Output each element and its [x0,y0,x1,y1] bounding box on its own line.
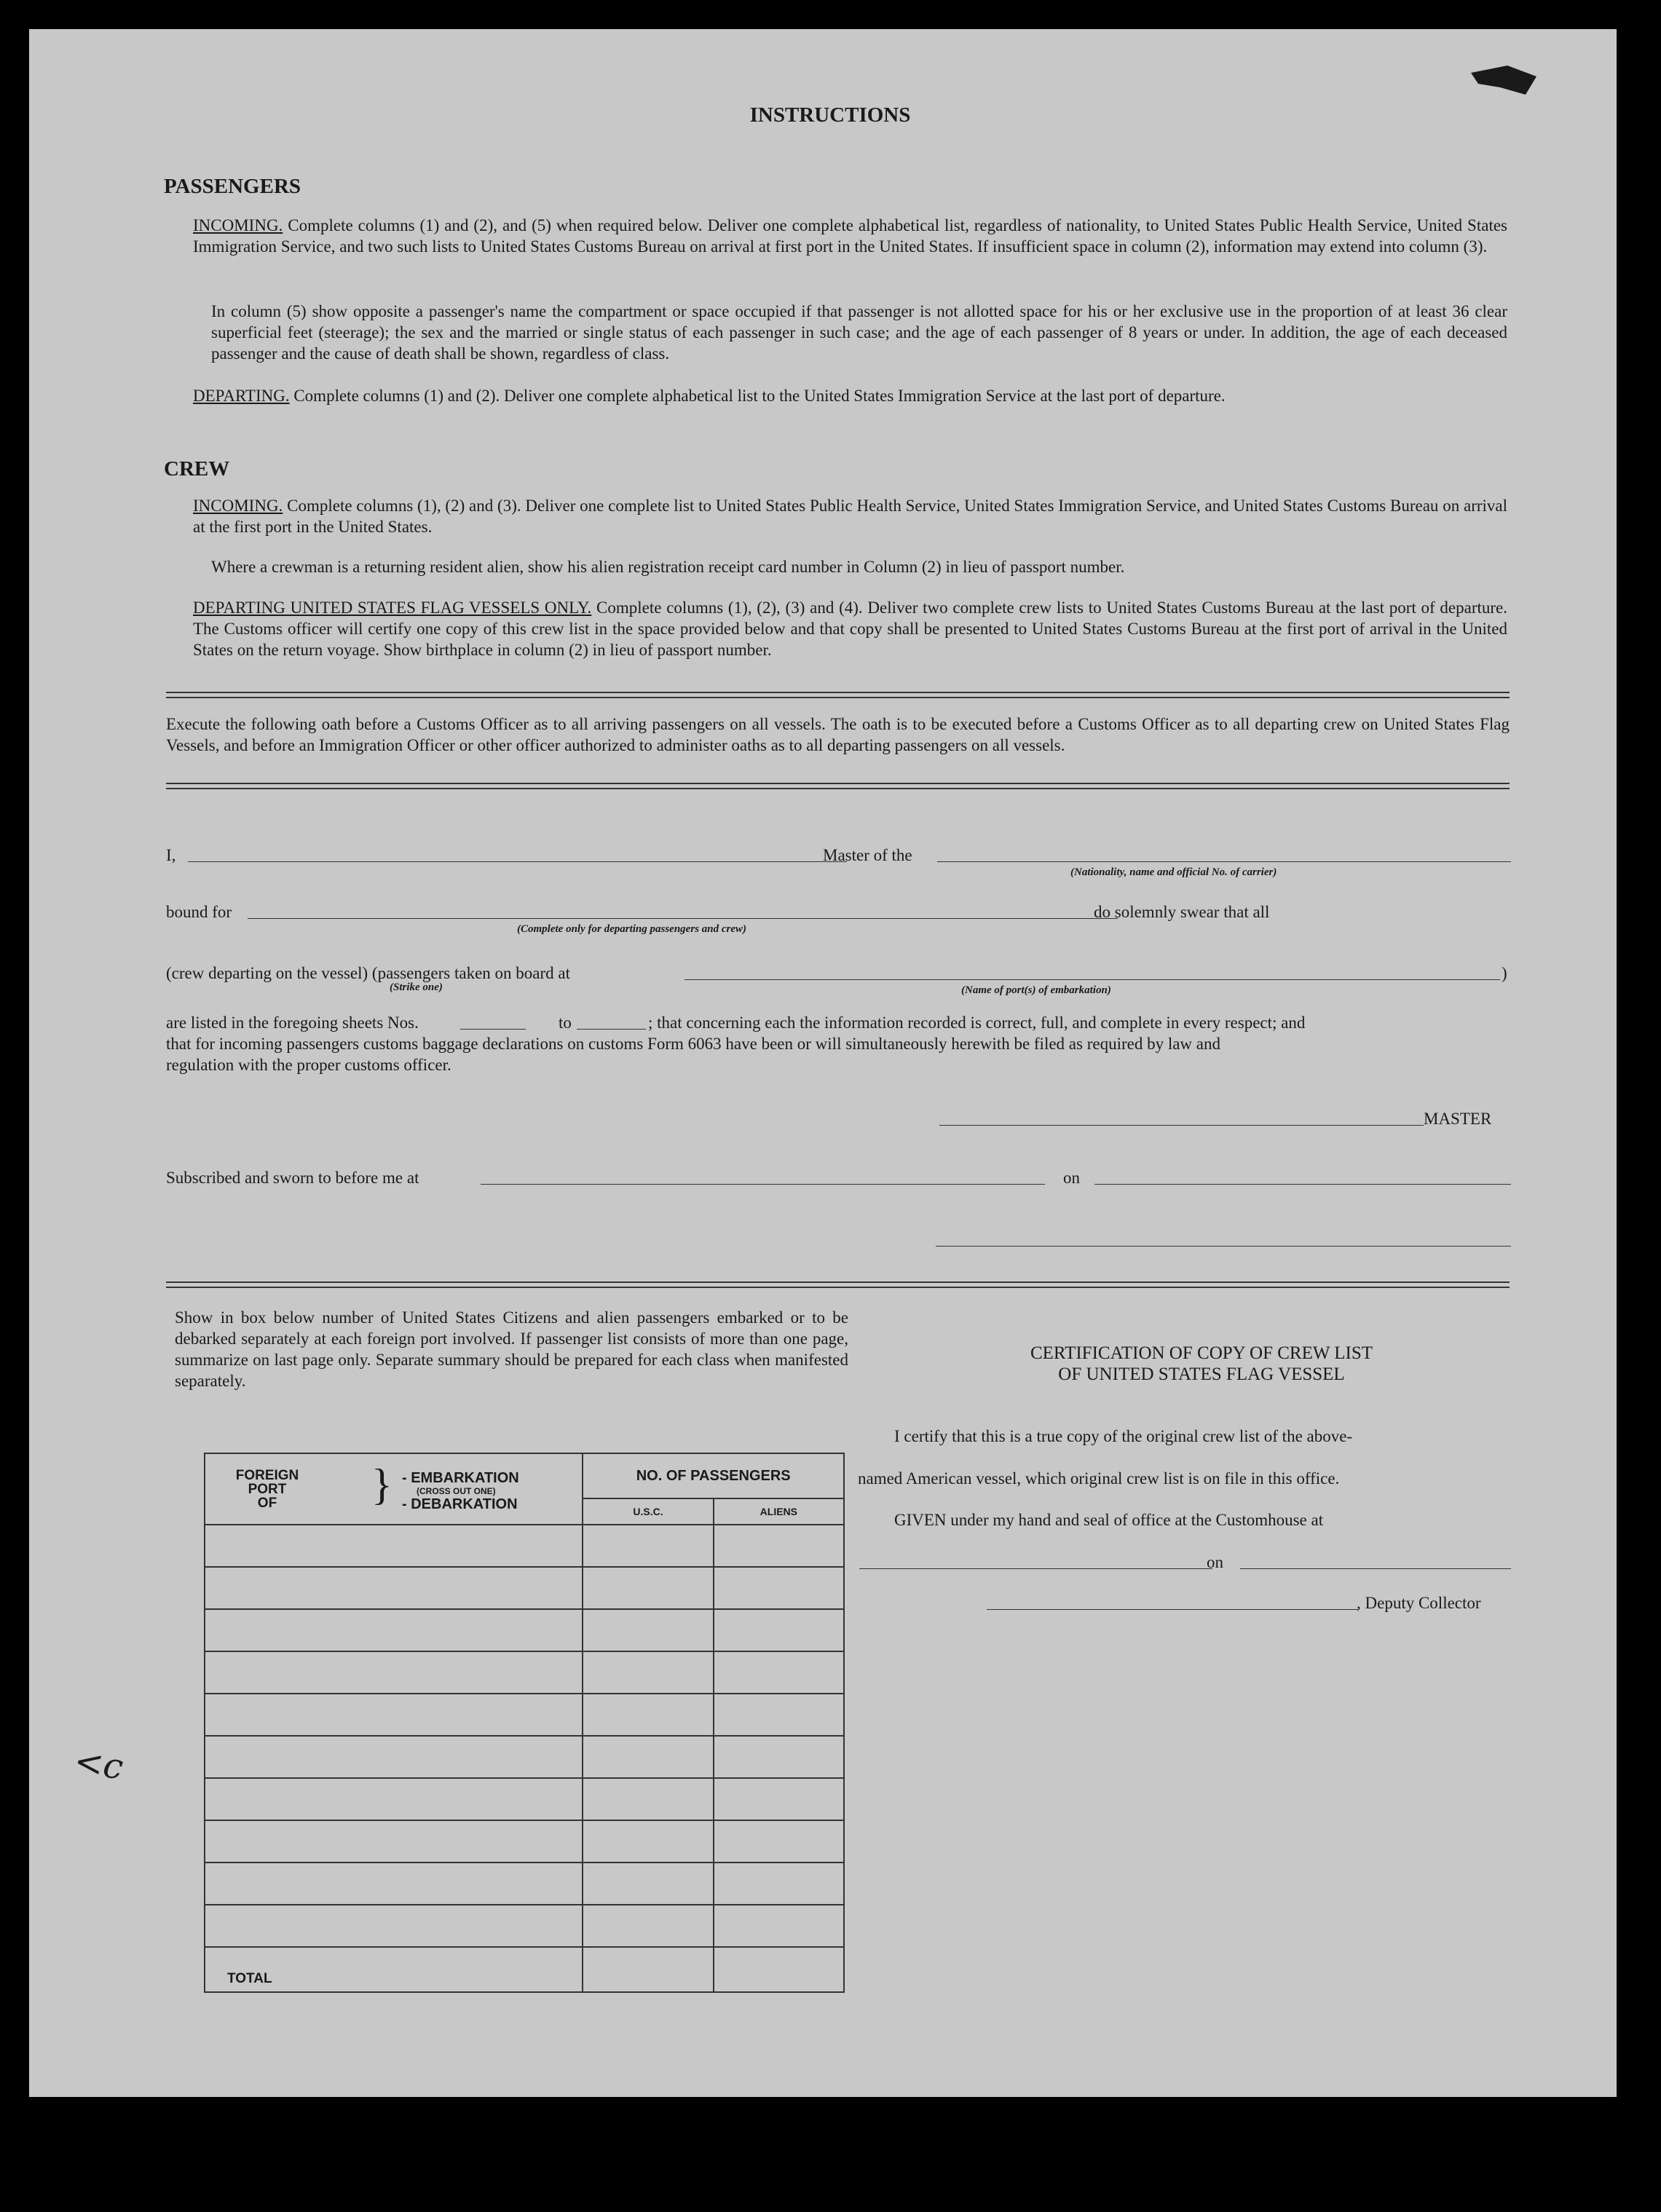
crew-incoming-label: INCOMING. [193,497,283,515]
passengers-incoming-text: Complete columns (1) and (2), and (5) when required below. Deliver one complete alphabetical list, regardless of nationality, to United States Public Health Service, United States Immigration Service, and two such lists to United States Customs Bureau on arrival at first port in the United States. If insufficient space in column (2), information may extend into column (3). [193,216,1508,256]
corner-mark [1456,44,1544,109]
page-title: INSTRUCTIONS [749,103,911,127]
master-label: MASTER [1424,1110,1492,1128]
divider [166,692,1510,698]
officer-signature-field[interactable] [936,1246,1511,1247]
ports-caption: (Name of port(s) of embarkation) [961,984,1111,996]
divider [166,783,1510,789]
swear-text: do solemnly swear that all [1094,903,1270,921]
cert-title-line2: OF UNITED STATES FLAG VESSEL [1058,1364,1345,1384]
table-row [205,1820,844,1863]
table-row [205,1905,844,1947]
table-row [205,1694,844,1736]
crew-passengers-text: (crew departing on the vessel) (passengers taken on board at [166,964,570,982]
listed-line2: that for incoming passengers customs baggage declarations on customs Form 6063 have been or will simultaneously herewith be filed as required by law and [166,1035,1221,1053]
cert-place-field[interactable] [859,1568,1212,1569]
cert-certify-line1: I certify that this is a true copy of the original crew list of the above- [894,1427,1353,1445]
bound-for-field[interactable] [248,918,1118,919]
bound-for-label: bound for [166,903,232,921]
cert-on-label: on [1207,1553,1223,1571]
foreign-port-of: FOREIGN PORT OF [235,1468,299,1511]
oath-instructions: Execute the following oath before a Customs Officer as to all arriving passengers on all vessels. The oath is to be executed before a Customs Officer as to all departing crew on United States Flag Vessels, and before an Immigration Officer or other officer authorized to administer oaths as to all departing passengers on all vessels. [166,715,1510,754]
listed-rest: ; that concerning each the information recorded is correct, full, and complete in every respect; and [648,1014,1306,1032]
carrier-caption: (Nationality, name and official No. of carrier) [1070,866,1277,878]
no-of-passengers-header: NO. OF PASSENGERS [583,1453,844,1498]
master-name-field[interactable] [188,861,847,862]
margin-note: <c [71,1740,126,1788]
crew-heading: CREW [164,457,230,481]
master-of-the-label: Master of the [823,846,912,864]
aliens-header: ALIENS [714,1498,844,1525]
sheet-to-field[interactable] [577,1029,646,1030]
ports-field[interactable] [684,979,1500,980]
sheet-from-field[interactable] [460,1029,526,1030]
passengers-incoming-label: INCOMING. [193,216,283,234]
crew-incoming [193,495,1507,537]
cross-out-label: (CROSS OUT ONE) [417,1486,496,1496]
oath-i-label: I, [166,846,176,864]
subscribed-on-label: on [1063,1169,1080,1187]
crew-resident: Where a crewman is a returning resident alien, show his alien registration receipt card number in Column (2) in lieu of passport number. [211,558,1125,576]
passengers-heading: PASSENGERS [164,175,301,198]
cert-date-field[interactable] [1240,1568,1511,1569]
total-row [205,1947,844,1992]
subscribed-date-field[interactable] [1094,1184,1511,1185]
cert-given: GIVEN under my hand and seal of office at the Customhouse at [894,1511,1324,1529]
usc-header: U.S.C. [583,1498,713,1525]
deputy-collector-label: , Deputy Collector [1357,1594,1481,1612]
listed-start: are listed in the foregoing sheets Nos. [166,1014,419,1032]
close-paren: ) [1502,964,1507,982]
cert-title-line1: CERTIFICATION OF COPY OF CREW LIST [1030,1343,1373,1363]
passengers-departing-label: DEPARTING. [193,387,290,405]
table-row [205,1525,844,1567]
summary-table [204,1453,845,1993]
passengers-column5: In column (5) show opposite a passenger's name the compartment or space occupied if that passenger is not allotted space for his or her exclusive use in the proportion of at least 36 clear superficial feet (steerage); the sex and the married or single status of each passenger in such case; and the age of each passenger of 8 years or under. In addition, the age of each deceased passenger and the cause of death shall be shown, regardless of class. [211,302,1507,363]
master-signature-field[interactable] [939,1125,1424,1126]
table-row [205,1567,844,1609]
table-row [205,1609,844,1651]
passengers-departing-text: Complete columns (1) and (2). Deliver one complete alphabetical list to the United States Immigration Service at the last port of departure. [293,387,1226,405]
bound-for-caption: (Complete only for departing passengers and crew) [517,923,746,935]
passengers-departing [193,385,1507,406]
listed-line3: regulation with the proper customs officer. [166,1056,451,1074]
subscribed-label: Subscribed and sworn to before me at [166,1169,419,1187]
subscribed-place-field[interactable] [481,1184,1045,1185]
carrier-field[interactable] [937,861,1511,862]
port-header-cell [205,1453,583,1525]
cert-certify-line2: named American vessel, which original crew list is on file in this office. [858,1469,1340,1488]
to-label: to [559,1014,572,1032]
divider [166,1281,1510,1288]
brace: } [371,1461,392,1509]
crew-incoming-text: Complete columns (1), (2) and (3). Deliver one complete list to United States Public Health Service, United States Immigration Service, and United States Customs Bureau on arrival at the first port in the United States. [193,497,1507,536]
deputy-signature-field[interactable] [987,1609,1358,1610]
debarkation-label: - DEBARKATION [402,1496,518,1512]
crew-departing-text: Complete columns (1), (2), (3) and (4). Deliver two complete crew lists to United States Customs Bureau at the last port of departure. The Customs officer will certify one copy of this crew list in the space provided below and that copy shall be presented to United States Customs Bureau at the first port of arrival in the United States on the return voyage. Show birthplace in column (2) in lieu of passport number. [193,599,1508,659]
total-label: TOTAL [205,1947,583,1992]
form-page [29,29,1617,2097]
strike-one-caption: (Strike one) [390,981,443,993]
summary-instructions: Show in box below number of United States Citizens and alien passengers embarked or to be debarked separately at each foreign port involved. If passenger list consists of more than one page, summarize on last page only. Separate summary should be prepared for each class when manifested separately. [175,1308,848,1390]
table-row [205,1736,844,1778]
passengers-incoming [193,215,1507,257]
table-row [205,1863,844,1905]
crew-departing-label: DEPARTING UNITED STATES FLAG VESSELS ONLY. [193,599,592,617]
crew-departing [193,597,1507,660]
table-row [205,1651,844,1694]
table-row [205,1778,844,1820]
embarkation-label: - EMBARKATION [402,1470,519,1486]
